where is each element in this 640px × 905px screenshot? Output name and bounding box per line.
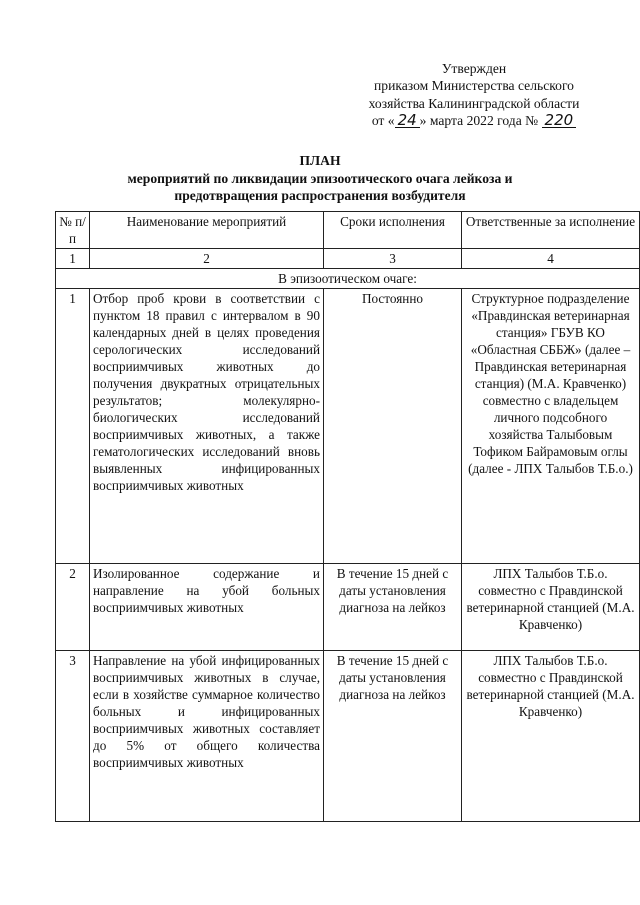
- approval-date-line: [340, 112, 608, 129]
- header-number: № п/п: [56, 212, 90, 249]
- header-term: Сроки исполнения: [324, 212, 462, 249]
- document-title: [60, 152, 580, 205]
- title-line-2: мероприятий по ликвидации эпизоотического очага лейкоза и: [127, 170, 513, 186]
- date-middle: » марта 2022 года №: [419, 112, 539, 128]
- title-line-3: предотвращения распространения возбудителя: [174, 188, 466, 203]
- approval-stamp: [340, 60, 608, 129]
- row-term: В течение 15 дней с даты установления диагноза на лейкоз: [324, 651, 462, 822]
- column-number-3: 3: [324, 249, 462, 269]
- table-row: [56, 564, 640, 651]
- row-term: В течение 15 дней с даты установления диагноза на лейкоз: [324, 564, 462, 651]
- approval-line-2: приказом Министерства сельского: [374, 78, 574, 94]
- section-row: [56, 269, 640, 289]
- approval-line-1: Утвержден: [441, 61, 507, 76]
- header-responsible: Ответственные за исполнение: [462, 212, 640, 249]
- row-responsible: ЛПХ Талыбов Т.Б.о. совместно с Правдинской ветеринарной станцией (М.А. Кравченко): [462, 564, 640, 651]
- handwritten-order-number: 220: [542, 113, 577, 128]
- row-action: Изолированное содержание и направление на убой больных восприимчивых животных: [90, 564, 324, 651]
- column-number-2: 2: [90, 249, 324, 269]
- row-number: 3: [56, 651, 90, 822]
- row-responsible: ЛПХ Талыбов Т.Б.о. совместно с Правдинской ветеринарной станцией (М.А. Кравченко): [462, 651, 640, 822]
- date-prefix: от «: [371, 112, 395, 128]
- column-numbers-row: [56, 249, 640, 269]
- table-row: [56, 651, 640, 822]
- row-action: Направление на убой инфицированных восприимчивых животных в случае, если в хозяйстве суммарное количество больных и инфицированных восприимчивых животных составляет до 5% от общего количества восприимчивых животных: [90, 651, 324, 822]
- row-action: Отбор проб крови в соответствии с пунктом 18 правил с интервалом в 90 календарных дней в целях проведения серологических исследований восприимчивых животных до получения двукратных отрицательных результатов; молекулярно-биологических исследований восприимчивых животных, а также гематологических исследований вновь выявленных инфицированных восприимчивых животных: [90, 289, 324, 564]
- row-responsible: Структурное подразделение «Правдинская ветеринарная станция» ГБУВ КО «Областная СББЖ» (далее – Правдинская ветеринарная станция) (М.А. Кравченко) совместно с владельцем личного подсобного хозяйства Талыбовым Тофиком Байрамовым оглы (далее - ЛПХ Талыбов Т.Б.о.): [462, 289, 640, 564]
- row-number: 1: [56, 289, 90, 564]
- approval-line-3: хозяйства Калининградской области: [368, 95, 580, 111]
- plan-table: [55, 211, 640, 822]
- handwritten-day: 24: [395, 113, 420, 128]
- title-main: ПЛАН: [299, 153, 341, 168]
- row-term: Постоянно: [324, 289, 462, 564]
- header-action: Наименование мероприятий: [90, 212, 324, 249]
- row-number: 2: [56, 564, 90, 651]
- table-header-row: [56, 212, 640, 249]
- table-row: [56, 289, 640, 564]
- column-number-1: 1: [56, 249, 90, 269]
- column-number-4: 4: [462, 249, 640, 269]
- section-heading: В эпизоотическом очаге:: [56, 269, 640, 289]
